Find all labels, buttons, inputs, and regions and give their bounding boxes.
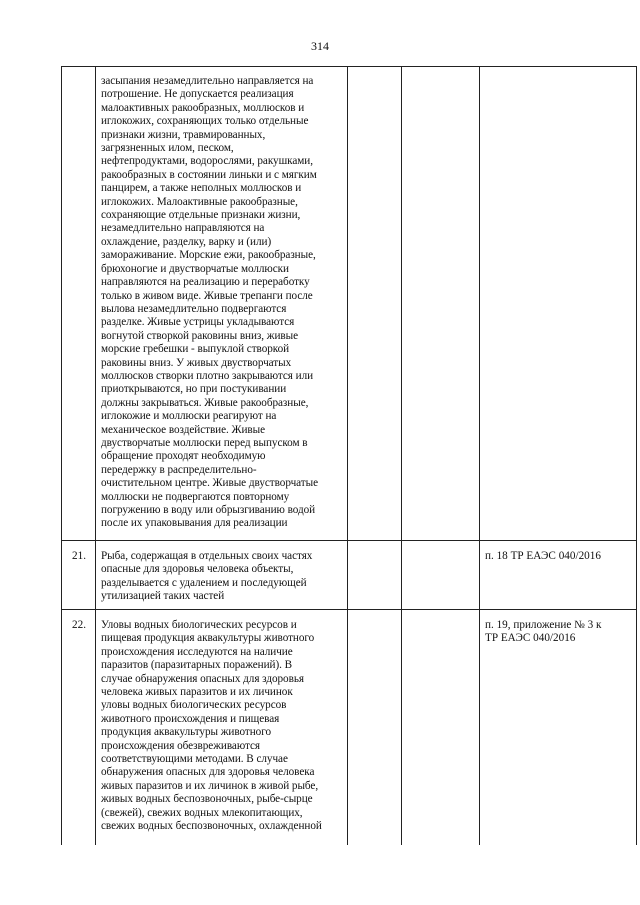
row-divider-2 — [61, 609, 637, 610]
reference-text: п. 18 ТР ЕАЭС 040/2016 — [485, 550, 601, 562]
table-right-border — [636, 66, 637, 845]
requirement-text: Уловы водных биологических ресурсов и пищевая продукция аквакультуры животного происхождения исследуются на наличие паразитов (паразитарных поражений). В случае обнаружения опасных для здоровья человека живых паразитов и их личинок уловы водных биологических ресурсов животного происхождения и пищевая продукция аквакультуры животного происхождения обезвреживаются соответствующими методами. В случае обнаружения опасных для здоровья человека живых паразитов и их личинок в живой рыбе, живых водных беспозвоночных, рыбе-сырце (свежей), свежих водных млекопитающих, свежих водных беспозвоночных, охлажденной — [101, 619, 322, 833]
table-left-border — [61, 66, 62, 845]
column-divider-1 — [95, 66, 96, 845]
column-divider-2 — [347, 66, 348, 845]
column-divider-3 — [401, 66, 402, 845]
page-number: 314 — [311, 39, 329, 53]
requirement-text: Рыба, содержащая в отдельных своих частях опасные для здоровья человека объекты, разделывается с удалением и последующей утилизацией таких частей — [101, 550, 313, 603]
table-top-border — [61, 66, 637, 67]
column-divider-4 — [479, 66, 480, 845]
row-number: 21. — [72, 550, 86, 562]
requirement-text: засыпания незамедлительно направляется на потрошение. Не допускается реализация малоактивных ракообразных, моллюсков и иглокожих, сохраняющих только отдельные признаки жизни, травмированных, загрязненных илом, песком, нефтепродуктами, водорослями, ракушками, ракообразных в состоянии линьки и с мягким панцирем, а также неполных моллюсков и иглокожих. Малоактивные ракообразные, сохраняющие отдельные признаки жизни, незамедлительно направляются на охлаждение, разделку, варку и (или) замораживание. Морские ежи, ракообразные, брюхоногие и двустворчатые моллюски направляются на реализацию и переработку только в живом виде. Живые трепанги после вылова незамедлительно подвергаются разделке. Живые устрицы укладываются вогнутой створкой раковины вниз, живые морские гребешки - выпуклой створкой раковины вниз. У живых двустворчатых моллюсков створки плотно закрываются или приоткрываются, но при постукивании должны закрываться. Живые ракообразные, иглокожие и моллюски реагируют на механическое воздействие. Живые двустворчатые моллюски перед выпуском в обращение проходят необходимую передержку в распределительно- очистительном центре. Живые двустворчатые моллюски не подвергаются повторному погружению в воду или обрызгиванию водой после их упаковывания для реализации — [101, 75, 319, 530]
row-number: 22. — [72, 619, 86, 631]
row-divider-1 — [61, 540, 637, 541]
reference-text: п. 19, приложение № 3 к ТР ЕАЭС 040/2016 — [485, 619, 602, 645]
